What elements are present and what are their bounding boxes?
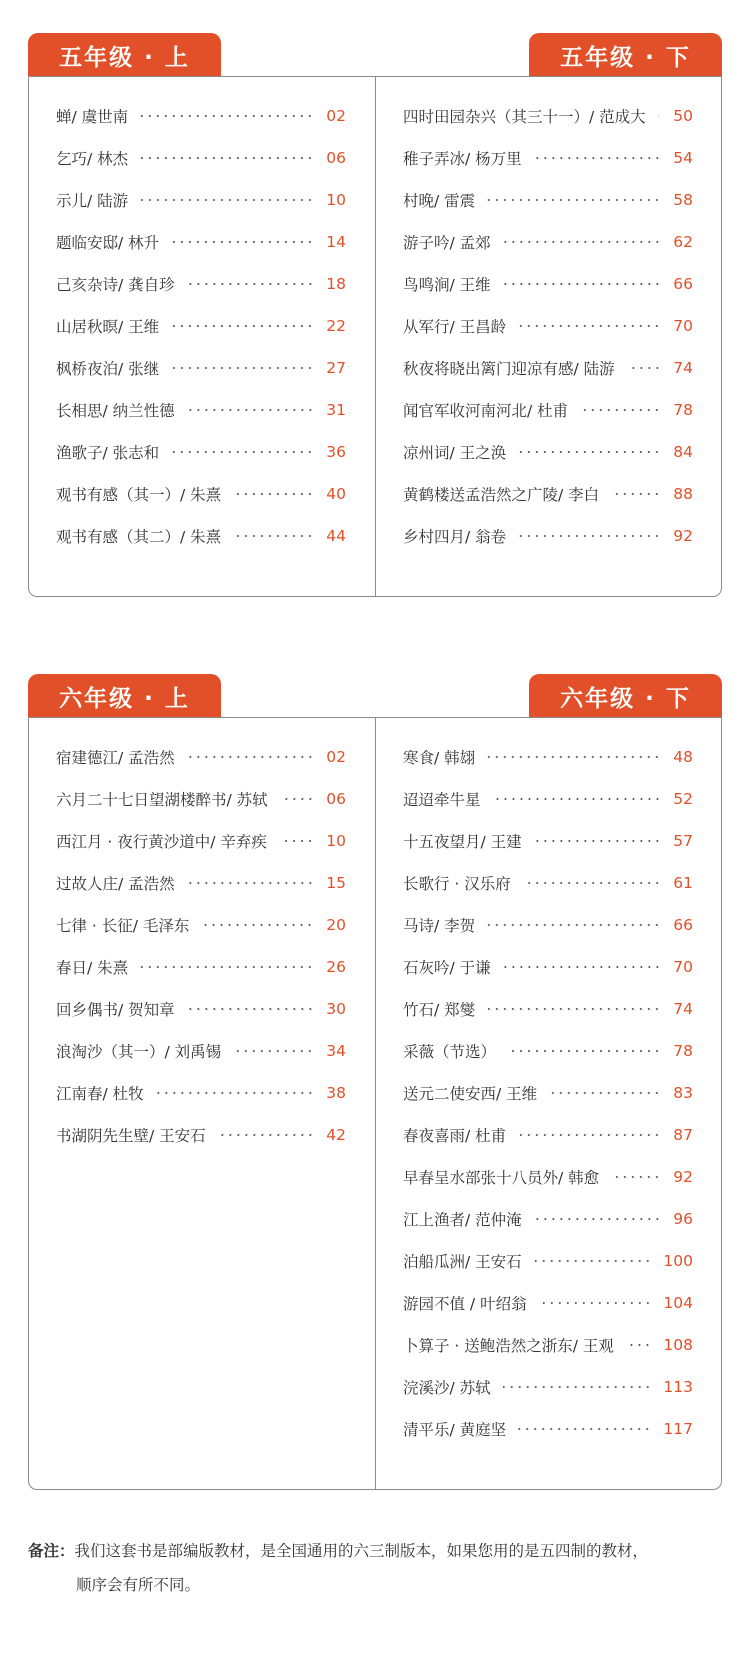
dot-leader bbox=[140, 115, 314, 117]
dot-leader bbox=[171, 241, 314, 243]
grade6-upper-list bbox=[56, 736, 346, 1156]
entry-title: 七律 · 长征/ 毛泽东 bbox=[56, 917, 190, 935]
toc-entry[interactable] bbox=[56, 862, 346, 904]
toc-entry[interactable] bbox=[403, 820, 693, 862]
grade5-upper-list bbox=[56, 95, 346, 557]
toc-entry[interactable] bbox=[56, 515, 346, 557]
entry-title: 过故人庄/ 孟浩然 bbox=[56, 875, 175, 893]
entry-title: 村晚/ 雷震 bbox=[403, 192, 476, 210]
entry-page-number: 26 bbox=[326, 958, 346, 976]
entry-title: 示儿/ 陆游 bbox=[56, 192, 129, 210]
dot-leader bbox=[487, 756, 661, 758]
entry-page-number: 58 bbox=[673, 191, 693, 209]
toc-entry[interactable] bbox=[403, 1408, 693, 1450]
entry-title: 闻官军收河南河北/ 杜甫 bbox=[403, 402, 569, 420]
remark-line-2: 顺序会有所不同。 bbox=[76, 1576, 201, 1594]
entry-title: 春夜喜雨/ 杜甫 bbox=[403, 1127, 507, 1145]
entry-page-number: 36 bbox=[326, 443, 346, 461]
entry-title: 鸟鸣涧/ 王维 bbox=[403, 276, 491, 294]
toc-entry[interactable] bbox=[403, 988, 693, 1030]
dot-leader bbox=[279, 840, 314, 842]
toc-entry[interactable] bbox=[56, 389, 346, 431]
entry-page-number: 14 bbox=[326, 233, 346, 251]
entry-page-number: 66 bbox=[673, 916, 693, 934]
dot-leader bbox=[503, 283, 661, 285]
entry-page-number: 18 bbox=[326, 275, 346, 293]
toc-entry[interactable] bbox=[403, 263, 693, 305]
toc-entry[interactable] bbox=[403, 179, 693, 221]
entry-title: 己亥杂诗/ 龚自珍 bbox=[56, 276, 175, 294]
entry-title: 早春呈水部张十八员外/ 韩愈 bbox=[403, 1169, 600, 1187]
toc-entry[interactable] bbox=[56, 347, 346, 389]
entry-title: 凉州词/ 王之涣 bbox=[403, 444, 507, 462]
grade6-lower-tab[interactable]: 六年级 · 下 bbox=[529, 674, 722, 718]
entry-title: 清平乐/ 黄庭坚 bbox=[403, 1421, 507, 1439]
entry-title: 浪淘沙（其一）/ 刘禹锡 bbox=[56, 1043, 222, 1061]
toc-entry[interactable] bbox=[403, 347, 693, 389]
dot-leader bbox=[487, 1008, 661, 1010]
entry-page-number: 104 bbox=[663, 1294, 693, 1312]
entry-page-number: 83 bbox=[673, 1084, 693, 1102]
entry-title: 长相思/ 纳兰性德 bbox=[56, 402, 175, 420]
toc-entry[interactable] bbox=[403, 431, 693, 473]
dot-leader bbox=[611, 493, 661, 495]
entry-page-number: 06 bbox=[326, 790, 346, 808]
entry-title: 江上渔者/ 范仲淹 bbox=[403, 1211, 522, 1229]
toc-entry[interactable] bbox=[403, 473, 693, 515]
entry-page-number: 78 bbox=[673, 1042, 693, 1060]
entry-title: 观书有感（其一）/ 朱熹 bbox=[56, 486, 222, 504]
entry-page-number: 06 bbox=[326, 149, 346, 167]
dot-leader bbox=[218, 1134, 314, 1136]
toc-entry[interactable] bbox=[56, 988, 346, 1030]
entry-page-number: 48 bbox=[673, 748, 693, 766]
toc-entry[interactable] bbox=[403, 221, 693, 263]
grade5-section bbox=[28, 33, 722, 597]
entry-page-number: 27 bbox=[326, 359, 346, 377]
entry-page-number: 113 bbox=[663, 1378, 693, 1396]
entry-title: 宿建德江/ 孟浩然 bbox=[56, 749, 175, 767]
dot-leader bbox=[201, 924, 314, 926]
entry-title: 西江月 · 夜行黄沙道中/ 辛弃疾 bbox=[56, 833, 267, 851]
dot-leader bbox=[233, 1050, 314, 1052]
dot-leader bbox=[280, 798, 314, 800]
entry-page-number: 87 bbox=[673, 1126, 693, 1144]
entry-page-number: 20 bbox=[326, 916, 346, 934]
toc-entry[interactable] bbox=[56, 179, 346, 221]
entry-page-number: 10 bbox=[326, 191, 346, 209]
dot-leader bbox=[534, 840, 661, 842]
grade5-lower-tab[interactable]: 五年级 · 下 bbox=[529, 33, 722, 77]
toc-entry[interactable] bbox=[403, 1240, 693, 1282]
entry-page-number: 61 bbox=[673, 874, 693, 892]
toc-entry[interactable] bbox=[56, 736, 346, 778]
dot-leader bbox=[233, 493, 314, 495]
entry-page-number: 52 bbox=[673, 790, 693, 808]
entry-title: 观书有感（其二）/ 朱熹 bbox=[56, 528, 222, 546]
dot-leader bbox=[487, 199, 661, 201]
dot-leader bbox=[140, 966, 314, 968]
remark-line-1 bbox=[28, 1534, 722, 1568]
entry-title: 秋夜将晓出篱门迎凉有感/ 陆游 bbox=[403, 360, 615, 378]
toc-entry[interactable] bbox=[403, 1114, 693, 1156]
toc-entry[interactable] bbox=[56, 946, 346, 988]
toc-entry[interactable] bbox=[403, 1324, 693, 1366]
entry-page-number: 96 bbox=[673, 1210, 693, 1228]
column-divider bbox=[375, 77, 376, 596]
toc-entry[interactable] bbox=[403, 946, 693, 988]
entry-title: 回乡偶书/ 贺知章 bbox=[56, 1001, 175, 1019]
entry-title: 马诗/ 李贺 bbox=[403, 917, 476, 935]
dot-leader bbox=[503, 966, 661, 968]
toc-entry[interactable] bbox=[56, 305, 346, 347]
entry-title: 四时田园杂兴（其三十一）/ 范成大 bbox=[403, 108, 646, 126]
dot-leader bbox=[487, 924, 661, 926]
dot-leader bbox=[187, 283, 314, 285]
toc-entry[interactable] bbox=[403, 1366, 693, 1408]
dot-leader bbox=[156, 1092, 314, 1094]
entry-title: 泊船瓜洲/ 王安石 bbox=[403, 1253, 522, 1271]
entry-title: 游园不值 / 叶绍翁 bbox=[403, 1295, 527, 1313]
entry-title: 游子吟/ 孟郊 bbox=[403, 234, 491, 252]
entry-page-number: 22 bbox=[326, 317, 346, 335]
dot-leader bbox=[518, 1134, 661, 1136]
remark-note bbox=[28, 1534, 722, 1602]
entry-page-number: 02 bbox=[326, 107, 346, 125]
entry-page-number: 34 bbox=[326, 1042, 346, 1060]
entry-page-number: 42 bbox=[326, 1126, 346, 1144]
dot-leader bbox=[518, 325, 661, 327]
toc-entry[interactable] bbox=[403, 137, 693, 179]
dot-leader bbox=[503, 1386, 652, 1388]
dot-leader bbox=[493, 798, 661, 800]
dot-leader bbox=[534, 1260, 652, 1262]
dot-leader bbox=[627, 367, 661, 369]
toc-entry[interactable] bbox=[56, 95, 346, 137]
entry-title: 山居秋暝/ 王维 bbox=[56, 318, 160, 336]
toc-entry[interactable] bbox=[403, 1072, 693, 1114]
toc-entry[interactable] bbox=[403, 736, 693, 778]
dot-leader bbox=[171, 367, 314, 369]
toc-entry[interactable] bbox=[403, 1198, 693, 1240]
toc-entry[interactable] bbox=[403, 1282, 693, 1324]
dot-leader bbox=[187, 756, 314, 758]
dot-leader bbox=[539, 1302, 652, 1304]
dot-leader bbox=[518, 451, 661, 453]
toc-entry[interactable] bbox=[403, 1156, 693, 1198]
entry-page-number: 92 bbox=[673, 527, 693, 545]
toc-entry[interactable] bbox=[56, 221, 346, 263]
entry-page-number: 50 bbox=[673, 107, 693, 125]
entry-page-number: 117 bbox=[663, 1420, 693, 1438]
entry-title: 乡村四月/ 翁卷 bbox=[403, 528, 507, 546]
entry-page-number: 31 bbox=[326, 401, 346, 419]
dot-leader bbox=[187, 409, 314, 411]
dot-leader bbox=[611, 1176, 661, 1178]
dot-leader bbox=[233, 535, 314, 537]
toc-entry[interactable] bbox=[56, 137, 346, 179]
entry-page-number: 15 bbox=[326, 874, 346, 892]
entry-page-number: 02 bbox=[326, 748, 346, 766]
entry-page-number: 30 bbox=[326, 1000, 346, 1018]
entry-title: 采薇（节选） bbox=[403, 1043, 497, 1061]
entry-title: 渔歌子/ 张志和 bbox=[56, 444, 160, 462]
column-divider bbox=[375, 718, 376, 1489]
dot-leader bbox=[171, 325, 314, 327]
entry-page-number: 40 bbox=[326, 485, 346, 503]
remark-text-1: 我们这套书是部编版教材，是全国通用的六三制版本，如果您用的是五四制的教材， bbox=[74, 1542, 649, 1560]
dot-leader bbox=[503, 241, 661, 243]
toc-entry[interactable] bbox=[403, 904, 693, 946]
dot-leader bbox=[580, 409, 661, 411]
dot-leader bbox=[518, 535, 661, 537]
entry-title: 乞巧/ 林杰 bbox=[56, 150, 129, 168]
entry-page-number: 100 bbox=[663, 1252, 693, 1270]
dot-leader bbox=[187, 1008, 314, 1010]
dot-leader bbox=[140, 157, 314, 159]
entry-page-number: 57 bbox=[673, 832, 693, 850]
entry-page-number: 70 bbox=[673, 958, 693, 976]
dot-leader bbox=[518, 1428, 651, 1430]
entry-title: 书湖阴先生壁/ 王安石 bbox=[56, 1127, 206, 1145]
entry-title: 六月二十七日望湖楼醉书/ 苏轼 bbox=[56, 791, 268, 809]
dot-leader bbox=[549, 1092, 661, 1094]
grade5-upper-tab[interactable]: 五年级 · 上 bbox=[28, 33, 221, 77]
grade6-toc-box bbox=[28, 717, 722, 1490]
entry-page-number: 92 bbox=[673, 1168, 693, 1186]
entry-title: 长歌行 · 汉乐府 bbox=[403, 875, 511, 893]
toc-entry[interactable] bbox=[56, 473, 346, 515]
entry-page-number: 88 bbox=[673, 485, 693, 503]
toc-entry[interactable] bbox=[56, 263, 346, 305]
toc-entry[interactable] bbox=[56, 820, 346, 862]
toc-entry[interactable] bbox=[403, 95, 693, 137]
toc-entry[interactable] bbox=[403, 1030, 693, 1072]
toc-entry[interactable] bbox=[403, 515, 693, 557]
entry-page-number: 54 bbox=[673, 149, 693, 167]
entry-title: 送元二使安西/ 王维 bbox=[403, 1085, 538, 1103]
entry-page-number: 10 bbox=[326, 832, 346, 850]
entry-page-number: 44 bbox=[326, 527, 346, 545]
remark-label: 备注： bbox=[28, 1542, 75, 1560]
toc-entry[interactable] bbox=[403, 389, 693, 431]
toc-entry[interactable] bbox=[56, 1072, 346, 1114]
entry-page-number: 74 bbox=[673, 1000, 693, 1018]
grade5-toc-box bbox=[28, 76, 722, 597]
entry-page-number: 62 bbox=[673, 233, 693, 251]
dot-leader bbox=[140, 199, 314, 201]
dot-leader bbox=[523, 882, 661, 884]
entry-page-number: 70 bbox=[673, 317, 693, 335]
entry-title: 春日/ 朱熹 bbox=[56, 959, 129, 977]
entry-page-number: 66 bbox=[673, 275, 693, 293]
dot-leader bbox=[658, 115, 661, 117]
entry-title: 竹石/ 郑燮 bbox=[403, 1001, 476, 1019]
entry-page-number: 84 bbox=[673, 443, 693, 461]
dot-leader bbox=[187, 882, 314, 884]
entry-page-number: 38 bbox=[326, 1084, 346, 1102]
entry-title: 石灰吟/ 于谦 bbox=[403, 959, 491, 977]
grade6-upper-tab[interactable]: 六年级 · 上 bbox=[28, 674, 221, 718]
entry-page-number: 74 bbox=[673, 359, 693, 377]
toc-entry[interactable] bbox=[403, 778, 693, 820]
entry-title: 从军行/ 王昌龄 bbox=[403, 318, 507, 336]
entry-title: 江南春/ 杜牧 bbox=[56, 1085, 144, 1103]
grade6-lower-list bbox=[403, 736, 693, 1450]
dot-leader bbox=[626, 1344, 651, 1346]
toc-entry[interactable] bbox=[56, 778, 346, 820]
dot-leader bbox=[508, 1050, 661, 1052]
toc-entry[interactable] bbox=[56, 431, 346, 473]
entry-title: 蝉/ 虞世南 bbox=[56, 108, 129, 126]
entry-title: 题临安邸/ 林升 bbox=[56, 234, 160, 252]
entry-title: 迢迢牵牛星 bbox=[403, 791, 481, 809]
toc-entry[interactable] bbox=[403, 305, 693, 347]
toc-entry[interactable] bbox=[403, 862, 693, 904]
toc-entry[interactable] bbox=[56, 1114, 346, 1156]
grade5-lower-list bbox=[403, 95, 693, 557]
entry-title: 黄鹤楼送孟浩然之广陵/ 李白 bbox=[403, 486, 600, 504]
entry-title: 稚子弄冰/ 杨万里 bbox=[403, 150, 522, 168]
dot-leader bbox=[534, 157, 661, 159]
dot-leader bbox=[171, 451, 314, 453]
dot-leader bbox=[534, 1218, 661, 1220]
toc-entry[interactable] bbox=[56, 904, 346, 946]
entry-page-number: 108 bbox=[663, 1336, 693, 1354]
entry-title: 十五夜望月/ 王建 bbox=[403, 833, 522, 851]
entry-title: 枫桥夜泊/ 张继 bbox=[56, 360, 160, 378]
toc-entry[interactable] bbox=[56, 1030, 346, 1072]
entry-title: 浣溪沙/ 苏轼 bbox=[403, 1379, 491, 1397]
entry-title: 卜算子 · 送鲍浩然之浙东/ 王观 bbox=[403, 1337, 614, 1355]
entry-page-number: 78 bbox=[673, 401, 693, 419]
entry-title: 寒食/ 韩翃 bbox=[403, 749, 476, 767]
grade6-section bbox=[28, 674, 722, 1490]
